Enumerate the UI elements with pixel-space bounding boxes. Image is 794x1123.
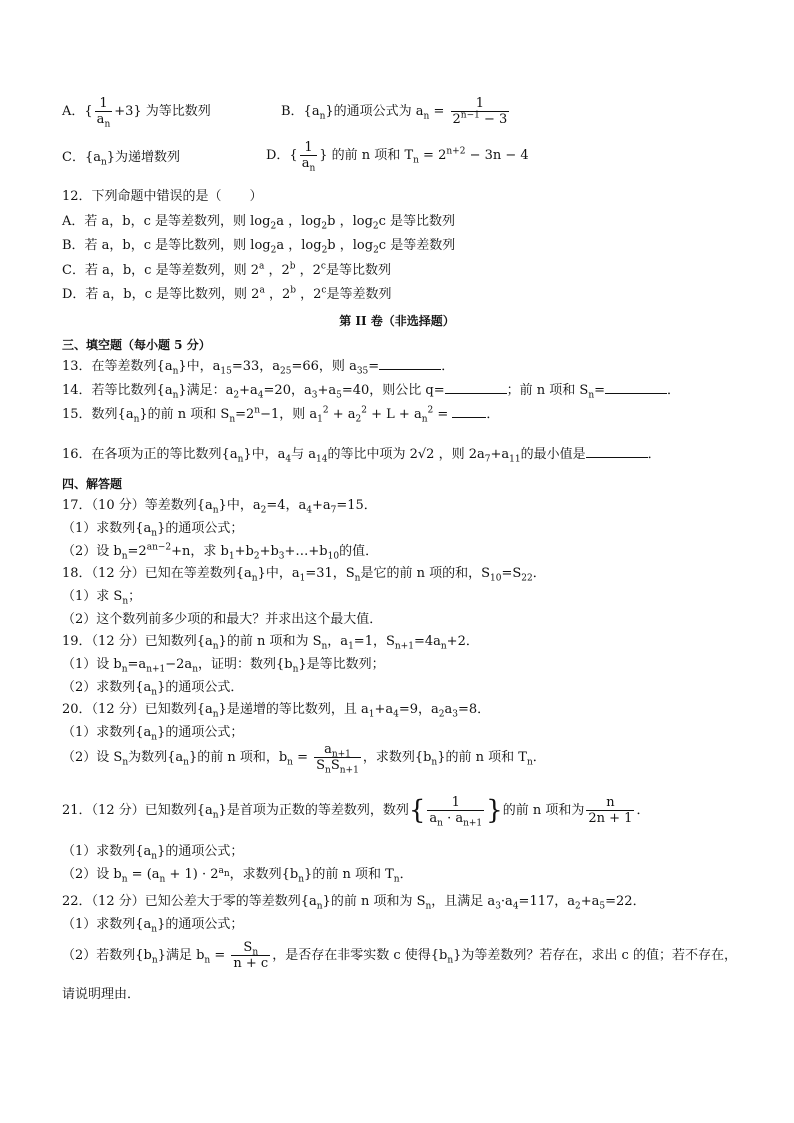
q11-option-a: A．{ $\frac{1}{a_n}$ +3} 为等比数列 <box>62 96 211 130</box>
section-four-title: 四、解答题 <box>62 477 123 491</box>
q22-part-2: （2）若数列$\{b_n\}$满足 $b_n$ = $\frac{S_n}{n + c}$ ，是否存在非零实数 c 使得$\{b_n\}$为等差数列？若存在，求出 c 的值；若不存在， <box>62 940 737 971</box>
q20-stem: 20．（12 分）已知数列$\{a_n\}$是递增的等比数列，且 $a_1+a_4=9$，$a_2a_3=8$． <box>62 702 491 720</box>
q19-stem: 19．（12 分）已知数列$\{a_n\}$的前 n 项和为 $S_n$，$a_1=1$，$S_{n+1}=4a_n+2$． <box>62 634 479 652</box>
fraction: $\frac{n}{2n + 1}$ <box>588 795 633 826</box>
q17-part-2: （2）设 $b_n=2^{an-2}+n$，求 $b_1+b_2+b_3+\dots+b_{10}$的值． <box>62 542 379 562</box>
answer-blank[interactable] <box>445 381 507 394</box>
fraction: $\frac{1}{2^{n-1} - 3}$ <box>452 96 508 127</box>
q18-part-1: （1）求 $S_n$； <box>62 589 142 607</box>
left-brace: { <box>408 795 426 826</box>
fraction: $\frac{a_{n+1}}{S_nS_{n+1}}$ <box>316 742 359 776</box>
q12-option-a: A．若 a，b，c 是等差数列，则 $\log_2a$ ，$\log_2b$ ，$\log_2c$ 是等比数列 <box>62 214 456 232</box>
right-brace: } <box>486 795 503 826</box>
q22-part-1: （1）求数列$\{a_n\}$的通项公式； <box>62 917 244 935</box>
q14: 14．若等比数列$\{a_n\}$满足：$a_2+a_4=20$，$a_3+a_5=40$，则公比 q= ；前 n 项和 $S_n=$ ． <box>62 383 681 401</box>
answer-blank[interactable] <box>605 381 667 394</box>
q22-part-2-continued: 请说明理由． <box>62 987 141 1002</box>
q12-option-b: B．若 a，b，c 是等比数列，则 $\log_2a$ ，$\log_2b$ ，$\log_2c$ 是等差数列 <box>62 238 456 256</box>
answer-blank[interactable] <box>452 405 486 418</box>
answer-blank[interactable] <box>379 357 441 370</box>
fraction: $\frac{1}{a_n}$ <box>301 140 316 174</box>
q16: 16．在各项为正的等比数列$\{a_n\}$中，$a_4$与 $a_{14}$的等比中项为 2√2 ，则 $2a_7+a_{11}$的最小值是 ． <box>62 447 661 465</box>
q17-stem: 17．（10 分）等差数列$\{a_n\}$中，$a_2=4$，$a_4+a_7=15$． <box>62 498 377 516</box>
q12-stem: 12．下列命题中错误的是（ ） <box>62 189 263 204</box>
q17-part-1: （1）求数列$\{a_n\}$的通项公式； <box>62 521 244 539</box>
q21-stem: 21．（12 分）已知数列$\{a_n\}$是首项为正数的等差数列，数列{ $\frac{1}{a_n \cdot a_{n+1}}$ }的前 n 项和为 $\frac{n}{2n + 1}$ ． <box>62 795 650 829</box>
fraction: $\frac{1}{a_n}$ <box>96 96 111 130</box>
q11-option-d: D．{ $\frac{1}{a_n}$ } 的前 n 项和 $T_n = 2^{n+2} - 3n - 4$ <box>266 140 529 174</box>
q19-part-1: （1）设 $b_n=a_{n+1}-2a_n$，证明：数列$\{b_n\}$是等比数列； <box>62 657 385 675</box>
q19-part-2: （2）求数列$\{a_n\}$的通项公式． <box>62 680 244 698</box>
q21-part-2: （2）设 $b_n = (a_n + 1) \cdot 2^{a_n}$，求数列$\{b_n\}$的前 n 项和 $T_n$． <box>62 865 413 885</box>
q12-option-c: C．若 a，b，c 是等差数列，则 2$^a$ ，2$^b$ ，2$^c$是等比数列 <box>62 261 391 278</box>
q11-option-c: C．$\{a_n\}$为递增数列 <box>62 150 181 168</box>
answer-blank[interactable] <box>586 445 648 458</box>
section-three-title: 三、填空题（每小题 5 分） <box>62 338 211 352</box>
q11-option-b: B．$\{a_n\}$的通项公式为 $a_n$ = $\frac{1}{2^{n-1} - 3}$ <box>281 96 508 127</box>
q21-part-1: （1）求数列$\{a_n\}$的通项公式； <box>62 844 244 862</box>
q22-stem: 22．（12 分）已知公差大于零的等差数列$\{a_n\}$的前 n 项和为 $S_n$，且满足 $a_3\cdot a_4=117$，$a_2+a_5=22$． <box>62 894 646 912</box>
q18-part-2: （2）这个数列前多少项的和最大？并求出这个最大值． <box>62 612 383 627</box>
q20-part-1: （1）求数列$\{a_n\}$的通项公式； <box>62 725 244 743</box>
fraction: $\frac{1}{a_n \cdot a_{n+1}}$ <box>429 795 483 829</box>
q20-part-2: （2）设 $S_n$为数列$\{a_n\}$的前 n 项和，$b_n$ = $\frac{a_{n+1}}{S_nS_{n+1}}$ ，求数列$\{b_n\}$的前 n 项和 $T_n$． <box>62 742 546 776</box>
q18-stem: 18．（12 分）已知在等差数列$\{a_n\}$中，$a_1=31$，$S_n$是它的前 n 项的和，$S_{10}=S_{22}$． <box>62 566 546 584</box>
fraction: $\frac{S_n}{n + c}$ <box>233 940 269 971</box>
q13: 13．在等差数列$\{a_n\}$中，$a_{15}=33$，$a_{25}=66$，则 $a_{35}=$ ． <box>62 359 455 377</box>
q15: 15．数列$\{a_n\}$的前 n 项和 $S_n=2^n-1$，则 $a_1^2 + a_2^2 + L + a_n^2$ = ． <box>62 405 500 425</box>
q12-option-d: D．若 a，b，c 是等比数列，则 2$^a$ ，2$^b$ ，2$^c$是等差数列 <box>62 285 392 302</box>
part-two-title: 第 II 卷（非选择题） <box>339 314 455 328</box>
